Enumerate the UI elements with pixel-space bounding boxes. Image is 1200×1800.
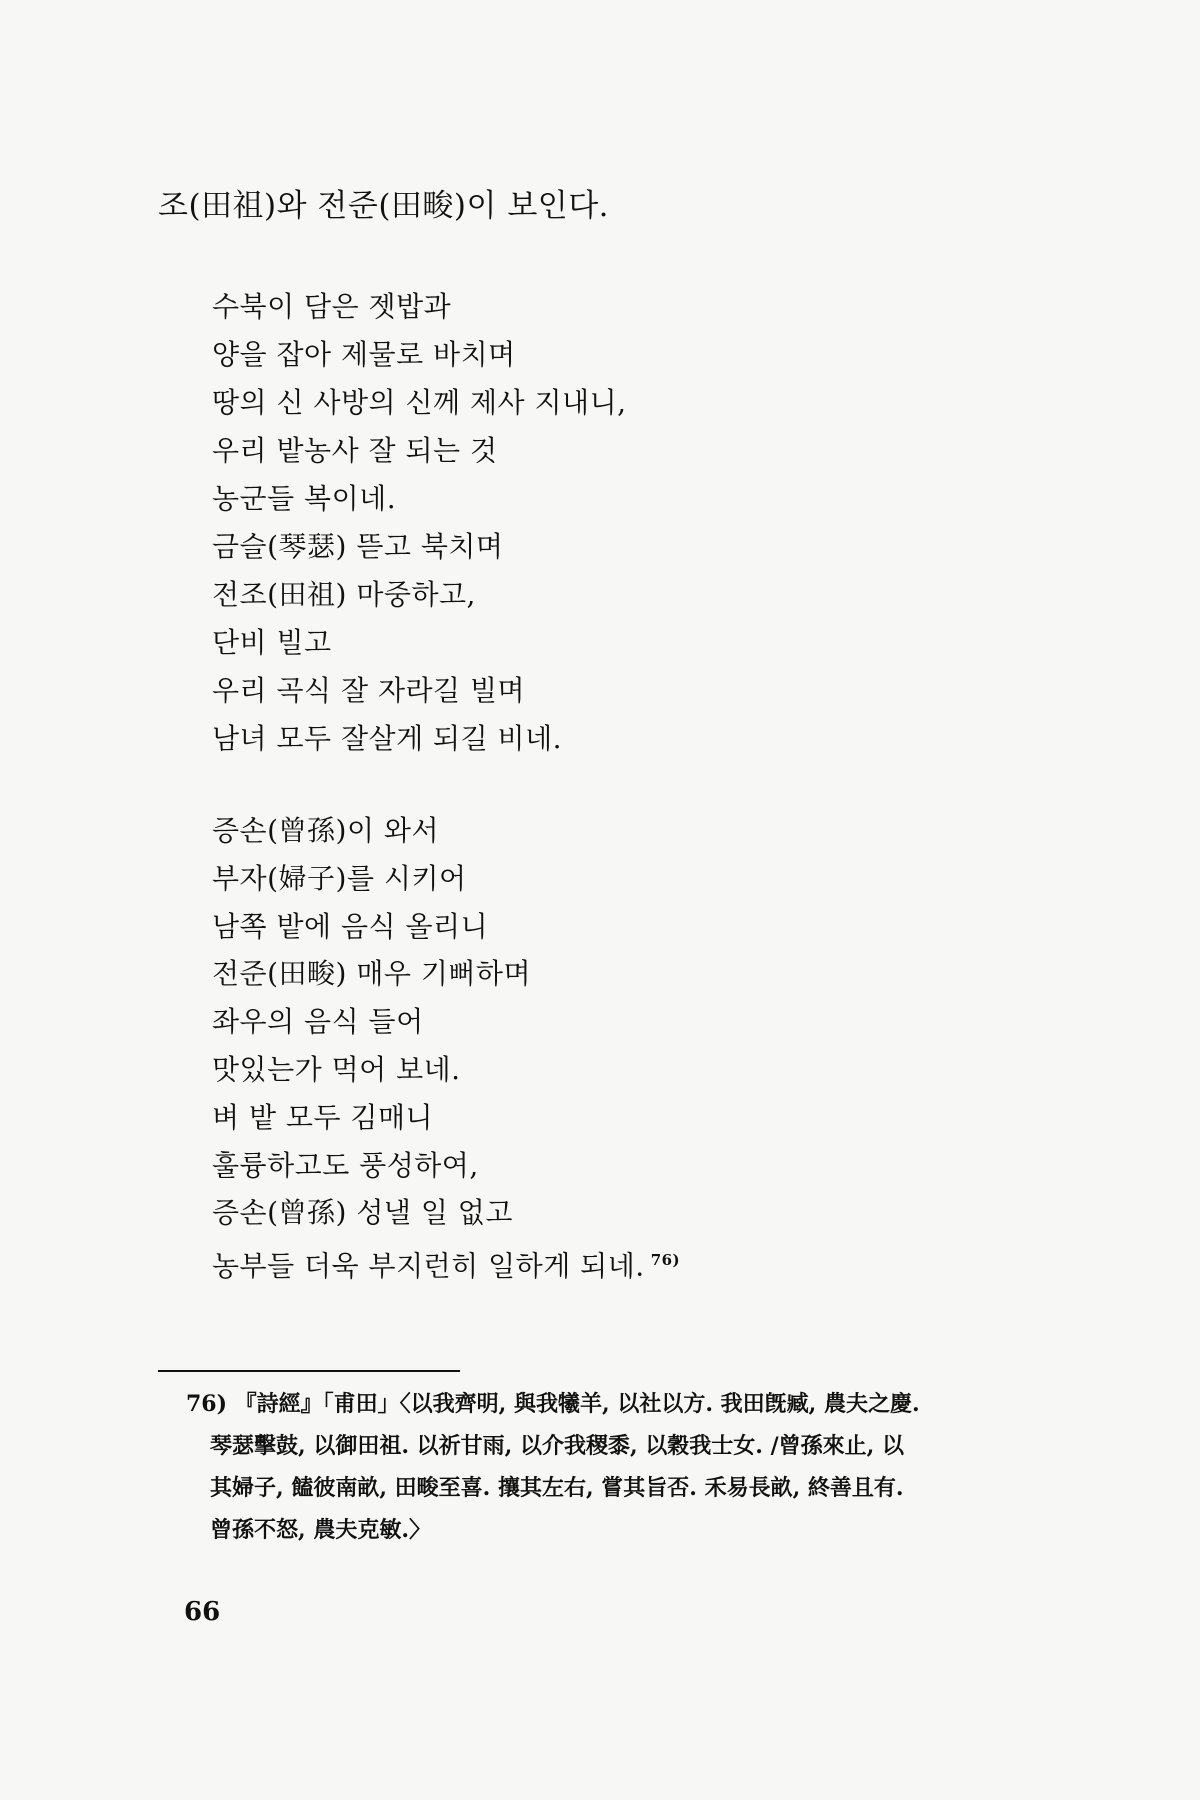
poem-line: 남쪽 밭에 음식 올리니: [212, 909, 489, 943]
footnote-line: 76) 『詩經』「甫田」〈以我齊明, 與我犧羊, 以社以方. 我田旣臧, 農夫之慶.: [186, 1391, 920, 1417]
footnote-line: 曾孫不怒, 農夫克敏.〉: [210, 1517, 431, 1543]
footnote: [186, 1383, 1046, 1551]
footnote-divider: [158, 1370, 460, 1372]
poem-line: 우리 밭농사 잘 되는 것: [212, 434, 498, 467]
poem-line-last: [212, 1237, 680, 1285]
poem-stanza-2: [212, 807, 680, 1285]
poem-line: 남녀 모두 잘살게 되길 비네.: [212, 722, 563, 755]
page-number: 66: [184, 1597, 221, 1627]
poem-stanza-1: [212, 283, 627, 763]
poem-line: 수북이 담은 젯밥과: [212, 290, 452, 323]
poem-line: 땅의 신 사방의 신께 제사 지내니,: [212, 386, 627, 419]
poem-line: 좌우의 음식 들어: [212, 1005, 424, 1039]
poem-line: 농군들 복이네.: [212, 482, 397, 515]
intro-line: 조(田祖)와 전준(田畯)이 보인다.: [158, 188, 610, 224]
poem-line: 훌륭하고도 풍성하여,: [212, 1148, 479, 1182]
footnote-reference[interactable]: 76): [650, 1251, 681, 1270]
poem-line: 벼 밭 모두 김매니: [212, 1100, 434, 1134]
footnote-line: 其婦子, 饁彼南畝, 田畯至喜. 攘其左右, 嘗其旨否. 禾易長畝, 終善且有.: [210, 1475, 904, 1501]
poem-line: 증손(曾孫) 성낼 일 없고: [212, 1196, 513, 1230]
poem-line: 맛있는가 먹어 보네.: [212, 1052, 461, 1086]
poem-line: 증손(曾孫)이 와서: [212, 814, 439, 847]
poem-line: 금슬(琴瑟) 뜯고 북치며: [212, 530, 504, 563]
poem-line-text: 농부들 더욱 부지런히 일하게 되네.: [212, 1249, 645, 1283]
poem-line: 부자(婦子)를 시키어: [212, 861, 467, 895]
poem-line: 우리 곡식 잘 자라길 빌며: [212, 674, 526, 707]
poem-line: 양을 잡아 제물로 바치며: [212, 338, 516, 371]
poem-line: 전준(田畯) 매우 기뻐하며: [212, 957, 532, 991]
poem-line: 전조(田祖) 마중하고,: [212, 578, 476, 611]
poem-line: 단비 빌고: [212, 626, 332, 659]
footnote-line: 琴瑟擊鼓, 以御田祖. 以祈甘雨, 以介我稷黍, 以穀我士女. /曾孫來止, 以: [210, 1433, 904, 1459]
